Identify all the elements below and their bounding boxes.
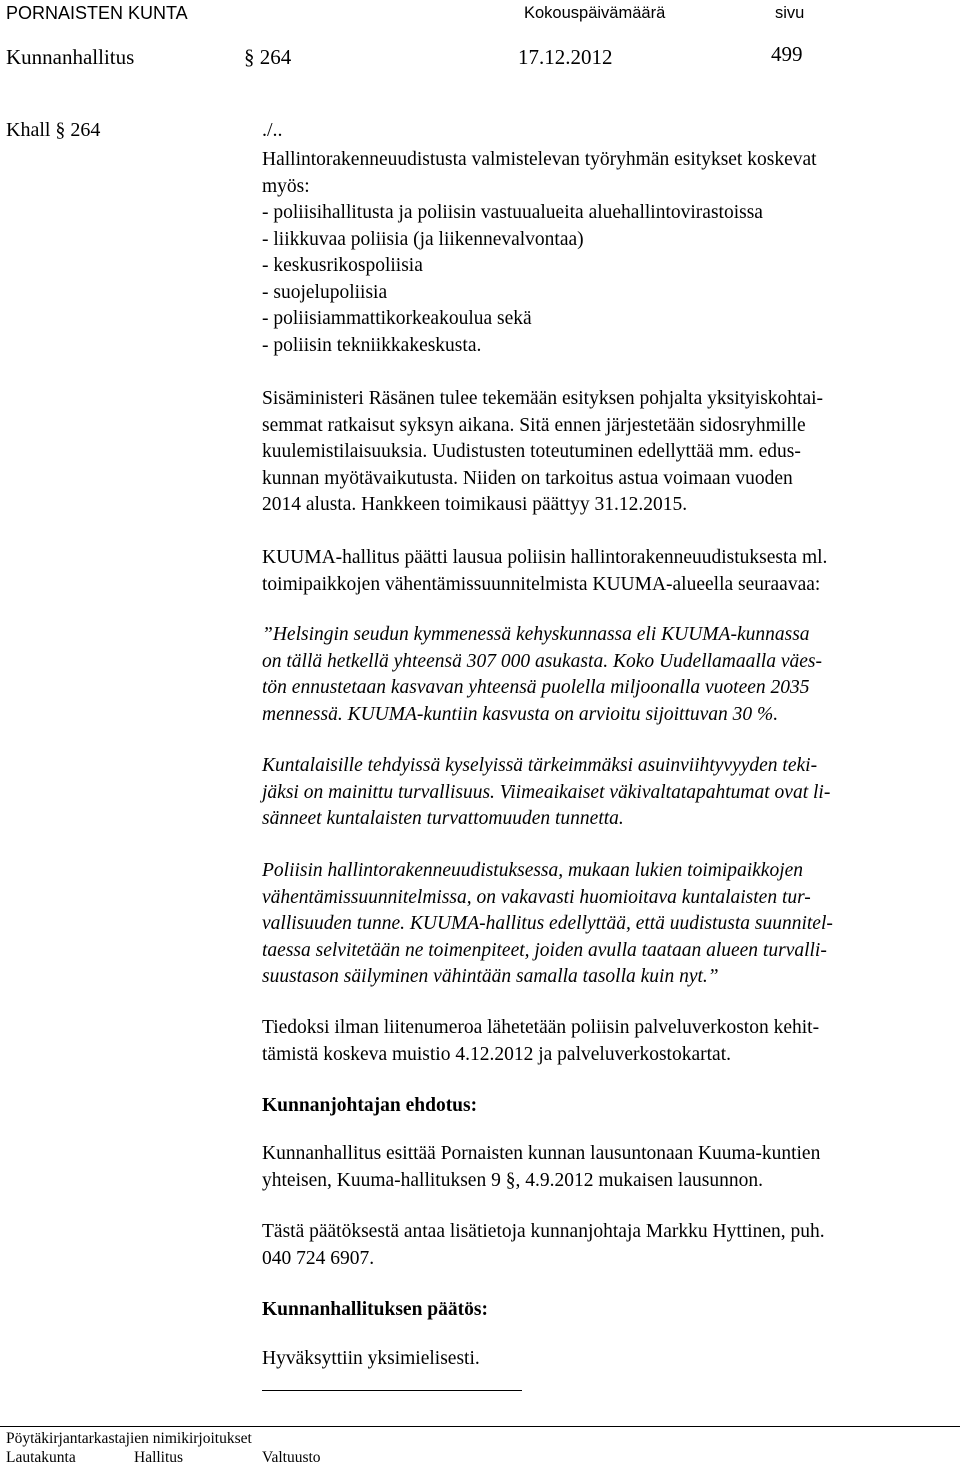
intro-line: - poliisin tekniikkakeskusta. [262, 334, 482, 356]
paragraph-ministry [262, 386, 823, 519]
decision-heading: Kunnanhallituksen päätös: [262, 1299, 488, 1320]
paragraph-line: tämistä koskeva muistio 4.12.2012 ja palveluverkostokartat. [262, 1043, 731, 1065]
paragraph-attachments [262, 1015, 819, 1068]
quote-line: tön ennustetaan kasvavan yhteensä puolella miljoonalla vuoteen 2035 [262, 677, 810, 698]
quote-paragraph-1 [262, 622, 822, 728]
quote-line: on tällä hetkellä yhteensä 307 000 asukasta. Koko Uudellamaalla väes- [262, 650, 822, 672]
intro-block [262, 147, 817, 359]
paragraph-line: kuulemistilaisuuksia. Uudistusten toteutuminen edellyttää mm. edus- [262, 441, 801, 462]
contact-info [262, 1219, 825, 1272]
quote-line: Poliisin hallintorakenneuudistuksessa, mukaan lukien toimipaikkojen [262, 860, 804, 881]
intro-line: myös: [262, 175, 310, 197]
intro-line: Hallintorakenneuudistusta valmistelevan työryhmän esitykset koskevat [262, 149, 817, 170]
page-label: sivu [775, 4, 805, 22]
quote-paragraph-3 [262, 858, 833, 991]
proposal-heading: Kunnanjohtajan ehdotus: [262, 1095, 478, 1116]
org-name: PORNAISTEN KUNTA [6, 3, 188, 23]
paragraph-line: 2014 alusta. Hankkeen toimikausi päättyy 31.12.2015. [262, 494, 688, 515]
quote-line: sänneet kuntalaisten turvattomuuden tunnetta. [262, 808, 624, 829]
meeting-date: 17.12.2012 [518, 45, 613, 69]
intro-line: - poliisiammattikorkeakoulua sekä [262, 308, 532, 329]
paragraph-kuuma [262, 545, 827, 598]
quote-line: mennessä. KUUMA-kuntiin kasvusta on arvioitu sijoittuvan 30 %. [262, 703, 779, 725]
quote-line: jäksi on mainittu turvallisuus. Viimeaikaiset väkivaltatapahtumat ovat li- [262, 781, 831, 803]
page-number: 499 [771, 42, 803, 66]
intro-line: - keskusrikospoliisia [262, 255, 423, 276]
paragraph-line: KUUMA-hallitus päätti lausua poliisin hallintorakenneuudistuksesta ml. [262, 547, 828, 568]
footer-hallitus: Hallitus [134, 1449, 184, 1466]
end-rule [262, 1390, 522, 1391]
quote-line: suustason säilyminen vähintään samalla tasolla kuin nyt.” [262, 966, 719, 987]
signatures-label: Pöytäkirjantarkastajien nimikirjoitukset [6, 1430, 252, 1447]
paragraph-line: Sisäministeri Räsänen tulee tekemään esityksen pohjalta yksityiskohtai- [262, 388, 824, 409]
quote-line: ”Helsingin seudun kymmenessä kehyskunnassa eli KUUMA-kunnassa [262, 624, 810, 645]
quote-line: Kuntalaisille tehdyissä kyselyissä tärkeimmäksi asuinviihtyvyyden teki- [262, 755, 818, 776]
paragraph-line: kunnan myötävaikutusta. Niiden on tarkoitus astua voimaan vuoden [262, 467, 793, 489]
intro-line: - liikkuvaa poliisia (ja liikennevalvontaa) [262, 228, 584, 250]
proposal-text [262, 1141, 820, 1194]
paragraph-line: toimipaikkojen vähentämissuunnitelmista KUUMA-alueella seuraavaa: [262, 573, 821, 595]
body-name: Kunnanhallitus [6, 45, 135, 69]
paragraph-line: Tästä päätöksestä antaa lisätietoja kunnanjohtaja Markku Hyttinen, puh. [262, 1221, 825, 1242]
quote-line: vähentämissuunnitelmissa, on vakavasti huomioitava kuntalaisten tur- [262, 886, 811, 908]
quote-line: vallisuuden tunne. KUUMA-hallitus edellyttää, että uudistusta suunnitel- [262, 913, 833, 934]
decision-text: Hyväksyttiin yksimielisesti. [262, 1348, 480, 1369]
paragraph-line: semmat ratkaisut syksyn aikana. Sitä ennen järjestetään sidosryhmille [262, 414, 806, 436]
quote-paragraph-2 [262, 753, 830, 833]
continuation-mark: ./.. [262, 119, 283, 141]
paragraph-line: 040 724 6907. [262, 1247, 375, 1269]
item-reference: Khall § 264 [6, 119, 101, 141]
paragraph-line: yhteisen, Kuuma-hallituksen 9 §, 4.9.2012 mukaisen lausunnon. [262, 1169, 763, 1191]
footer-rule [0, 1426, 960, 1427]
section-number: § 264 [244, 45, 292, 69]
footer-valtuusto: Valtuusto [262, 1449, 321, 1466]
intro-line: - poliisihallitusta ja poliisin vastuualueita aluehallintovirastoissa [262, 202, 763, 223]
quote-line: taessa selvitetään ne toimenpiteet, joiden avulla taataan alueen turvalli- [262, 939, 827, 961]
footer-lautakunta: Lautakunta [6, 1449, 76, 1466]
intro-line: - suojelupoliisia [262, 281, 388, 303]
date-label: Kokouspäivämäärä [524, 4, 666, 22]
paragraph-line: Kunnanhallitus esittää Pornaisten kunnan lausuntonaan Kuuma-kuntien [262, 1143, 821, 1164]
paragraph-line: Tiedoksi ilman liitenumeroa lähetetään poliisin palveluverkoston kehit- [262, 1017, 820, 1038]
